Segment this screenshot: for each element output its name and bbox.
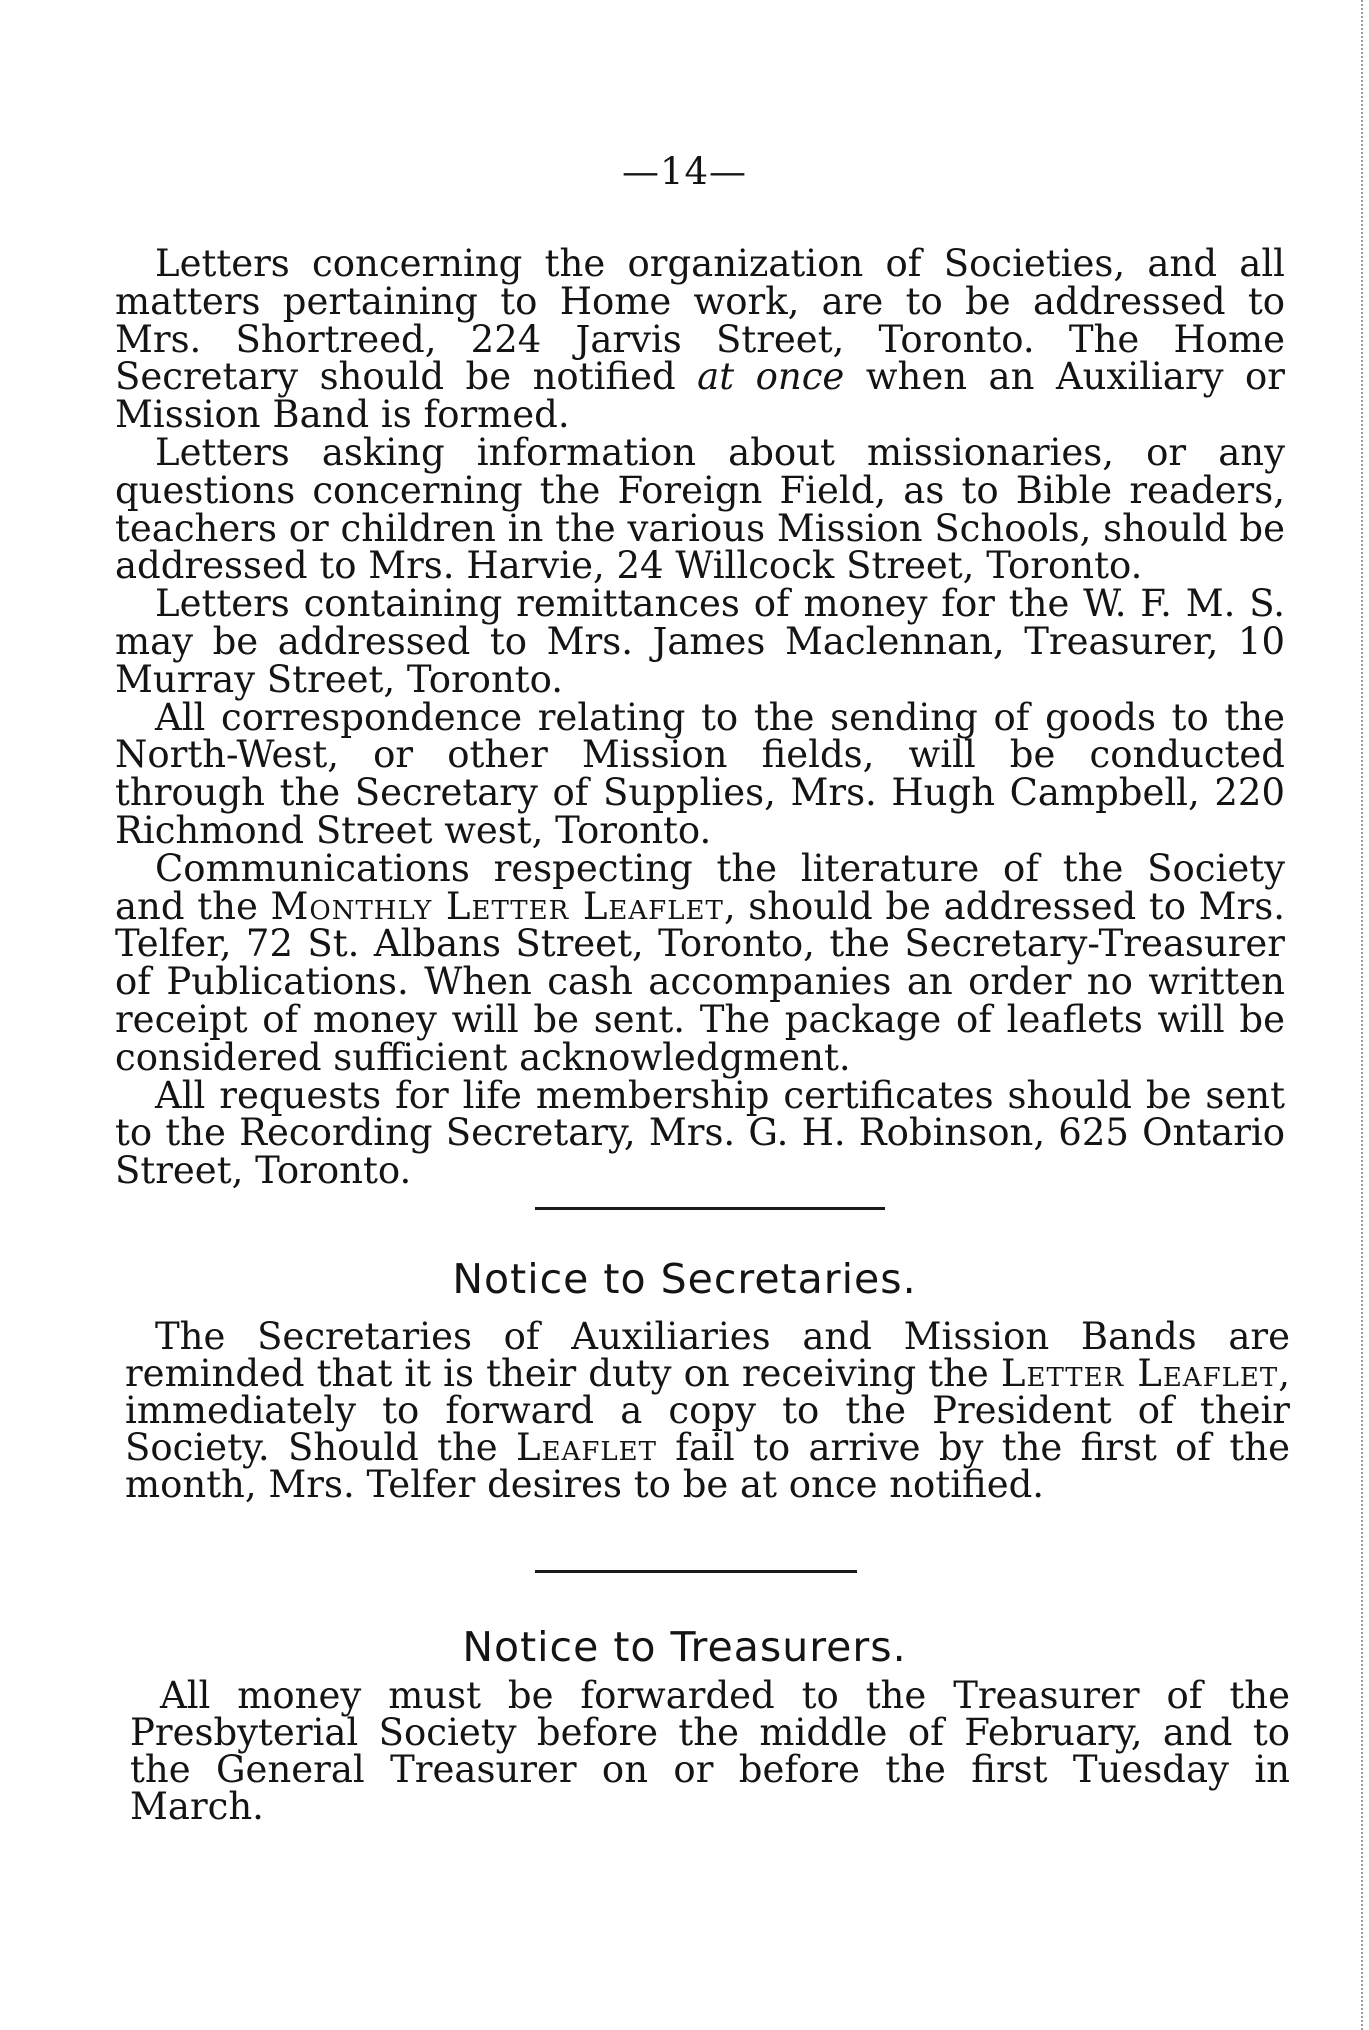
paragraph-text: fail to arrive by the first of the month, Mrs. Telfer desires to be at once notified. xyxy=(125,1426,1291,1506)
paragraph-text: when an Auxiliary or Mission Band is formed. xyxy=(115,355,1285,437)
contact-paragraphs xyxy=(115,242,1285,1193)
secretaries-heading: Notice to Secretaries. xyxy=(452,1255,917,1303)
leaflet-title: Letter Leaflet xyxy=(1000,1352,1279,1395)
section-divider xyxy=(535,1570,857,1573)
leaflet-title: Monthly Letter Leaflet xyxy=(270,884,724,928)
paragraph-text: , should be addressed to Mrs. Telfer, 72 St. Albans Street, Toronto, the Secretary-Treasurer of Publications. When cash accompanies an order no written receipt of money will be sent. The package of leaflets will be considered sufficient acknowledgment. xyxy=(115,884,1285,1079)
section-divider xyxy=(535,1207,885,1210)
page-edge-marks xyxy=(1358,0,1363,2030)
secretaries-section xyxy=(125,1315,1291,1506)
leaflet-title: Leaflet xyxy=(516,1426,657,1469)
paragraph-text: , immediately to forward a copy to the President of their Society. Should the xyxy=(125,1352,1290,1469)
page-number: —14— xyxy=(621,150,748,193)
paragraph-home-work xyxy=(115,242,1285,437)
paragraph-membership: All requests for life membership certificates should be sent to the Recording Secretary, Mrs. G. H. Robinson, 625 Ontario Street, Toronto. xyxy=(115,1073,1285,1193)
paragraph-text: The Secretaries of Auxiliaries and Mission Bands are reminded that it is their duty on receiving the xyxy=(125,1315,1290,1395)
treasurers-heading: Notice to Treasurers. xyxy=(462,1623,907,1671)
treasurers-paragraph: All money must be forwarded to the Treasurer of the Presbyterial Society before the middle of February, and to the General Treasurer on or before the first Tuesday in March. xyxy=(130,1674,1290,1828)
paragraph-literature xyxy=(115,846,1285,1079)
paragraph-foreign-field: Letters asking information about missionaries, or any questions concerning the Foreign Field, as to Bible readers, teachers or children in the various Mission Schools, should be addressed to Mrs. Harvie, 24 Willcock Street, Toronto. xyxy=(115,430,1285,588)
paragraph-remittances: Letters containing remittances of money for the W. F. M. S. may be addressed to Mrs. James Maclennan, Treasurer, 10 Murray Street, Toronto. xyxy=(115,582,1285,701)
paragraph-supplies: All correspondence relating to the sending of goods to the North-West, or other Mission fields, will be conducted through the Secretary of Supplies, Mrs. Hugh Campbell, 220 Richmond Street west, Toronto. xyxy=(115,695,1285,852)
paragraph-text: Letters concerning the organization of Societies, and all matters pertaining to Home work, are to be addressed to Mrs. Shortreed, 224 Jarvis Street, Toronto. The Home Secretary should be notified xyxy=(115,242,1285,399)
paragraph-text: Communications respecting the literature of the Society and the xyxy=(115,846,1285,928)
treasurers-section xyxy=(130,1674,1290,1828)
emphasis-text: at once xyxy=(697,355,845,399)
secretaries-paragraph xyxy=(125,1315,1291,1506)
